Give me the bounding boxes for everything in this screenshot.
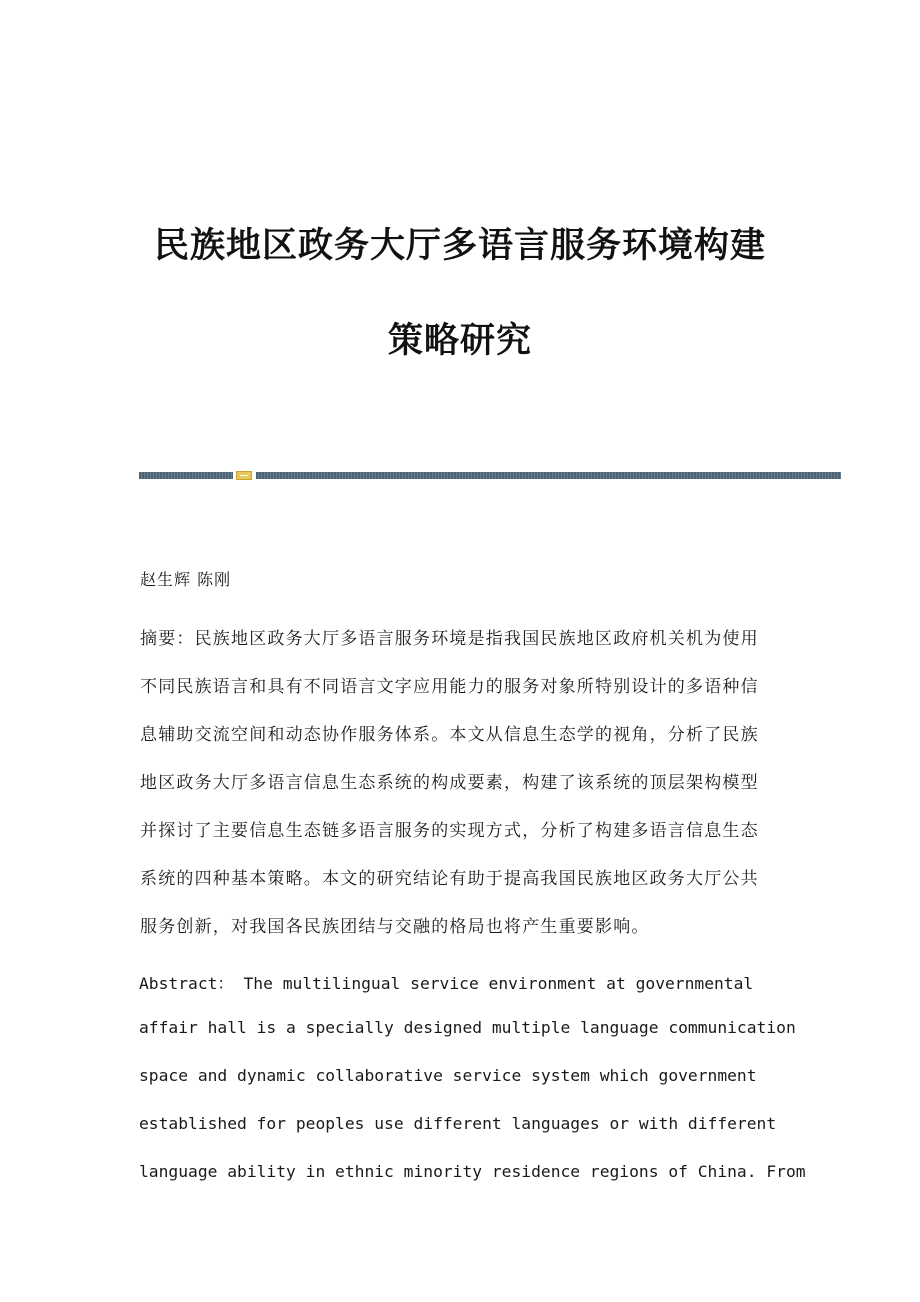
abstract-en-line: established for peoples use different languages or with different bbox=[139, 1114, 777, 1133]
abstract-cn-line: 息辅助交流空间和动态协作服务体系。本文从信息生态学的视角，分析了民族 bbox=[140, 725, 759, 745]
abstract-en-line: language ability in ethnic minority residence regions of China. From bbox=[139, 1162, 806, 1181]
divider-bar-left bbox=[139, 472, 233, 479]
abstract-en-line: space and dynamic collaborative service system which government bbox=[139, 1066, 757, 1085]
paper-title-line-2: 策略研究 bbox=[387, 320, 532, 361]
abstract-cn-line: 并探讨了主要信息生态链多语言服务的实现方式，分析了构建多语言信息生态 bbox=[140, 821, 759, 841]
title-divider bbox=[139, 471, 841, 480]
abstract-cn-line: 系统的四种基本策略。本文的研究结论有助于提高我国民族地区政务大厅公共 bbox=[140, 869, 759, 889]
abstract-en-line: Abstract： The multilingual service environment at governmental bbox=[139, 974, 754, 993]
paper-title-line-1: 民族地区政务大厅多语言服务环境构建 bbox=[153, 225, 766, 266]
ornament-icon bbox=[236, 471, 252, 480]
abstract-cn-line: 服务创新，对我国各民族团结与交融的格局也将产生重要影响。 bbox=[140, 917, 650, 937]
authors: 赵生辉 陈刚 bbox=[140, 570, 232, 589]
abstract-cn-line: 不同民族语言和具有不同语言文字应用能力的服务对象所特别设计的多语种信 bbox=[140, 677, 759, 697]
abstract-cn-line: 摘要：民族地区政务大厅多语言服务环境是指我国民族地区政府机关机为使用 bbox=[140, 629, 759, 649]
abstract-en-line: affair hall is a specially designed multiple language communication bbox=[139, 1018, 796, 1037]
abstract-cn-line: 地区政务大厅多语言信息生态系统的构成要素，构建了该系统的顶层架构模型 bbox=[140, 773, 759, 793]
divider-bar-right bbox=[256, 472, 841, 479]
